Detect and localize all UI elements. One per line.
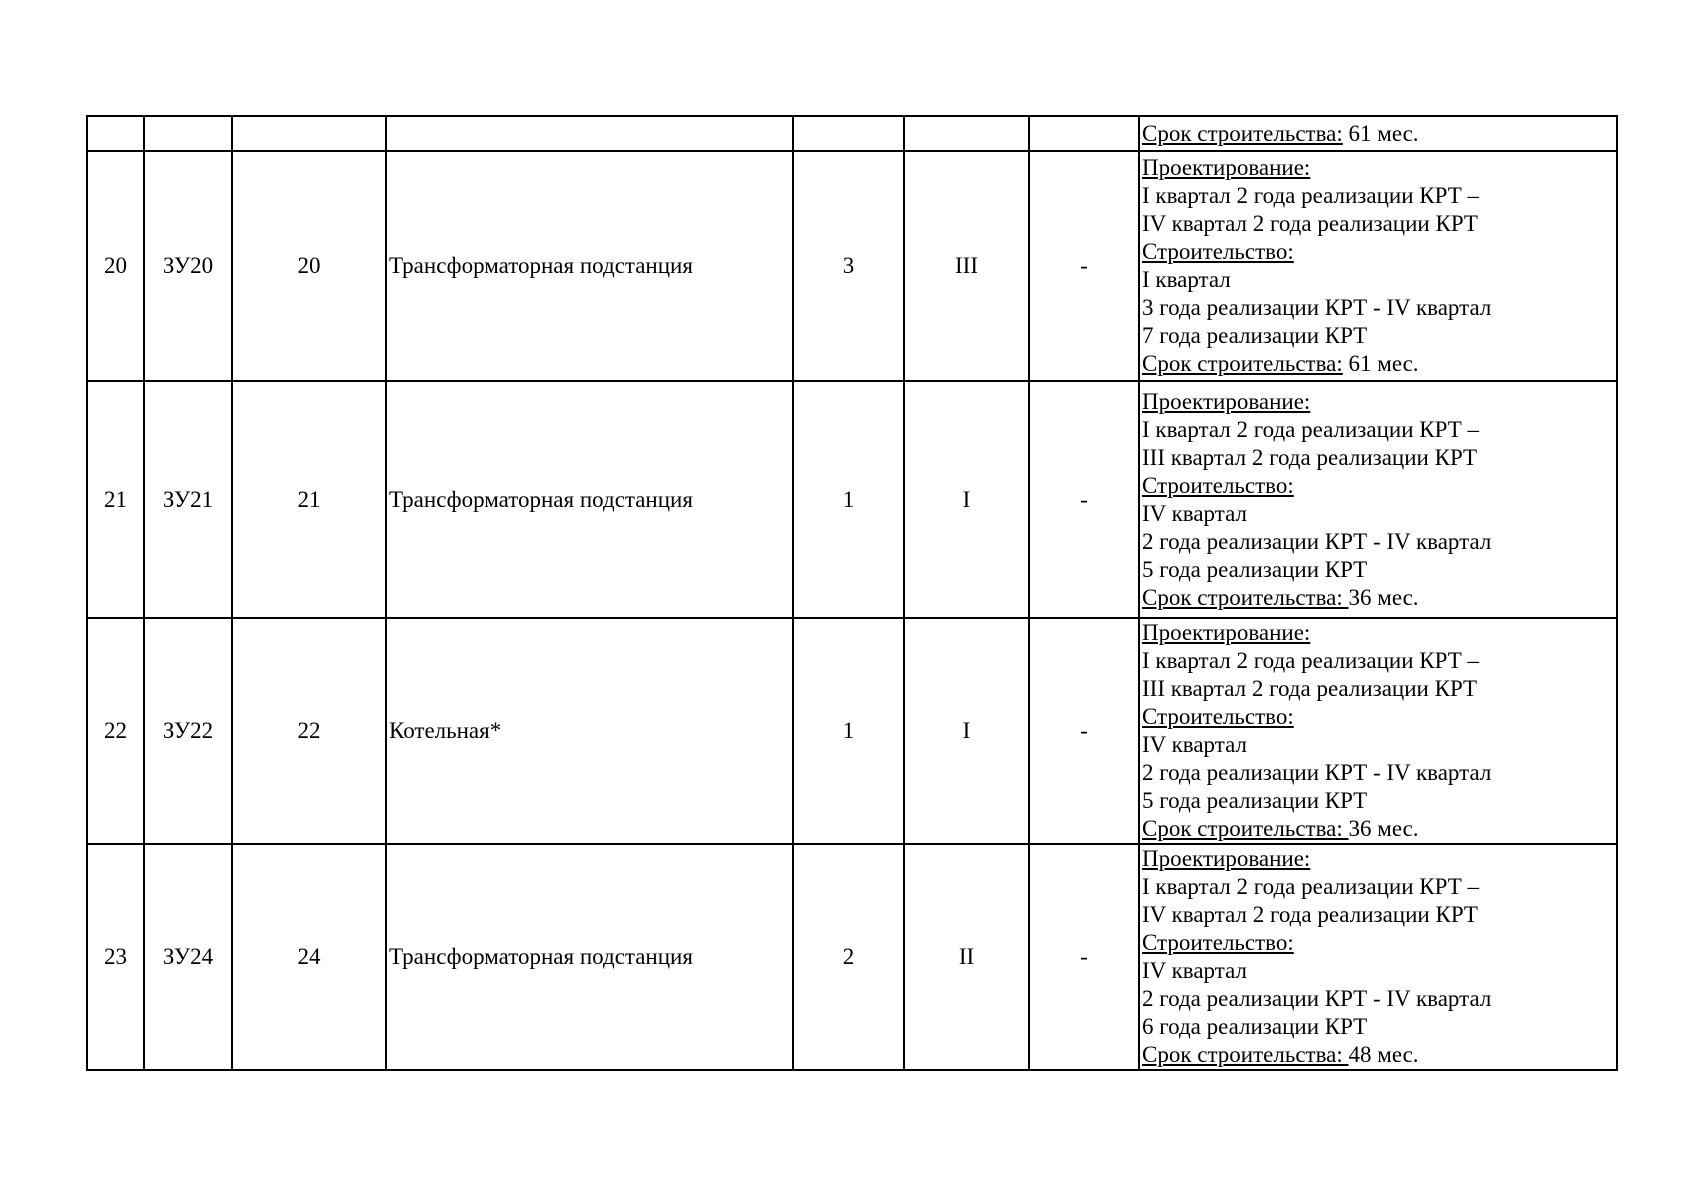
cell-code: 24 — [232, 844, 386, 1070]
build-line: 5 года реализации КРТ — [1142, 788, 1368, 813]
cell-plot: ЗУ22 — [144, 618, 232, 844]
design-line: IV квартал 2 года реализации КРТ — [1142, 211, 1478, 236]
duration-line — [1142, 120, 1614, 148]
duration-line — [1142, 815, 1614, 843]
build-label: Строительство: — [1142, 704, 1294, 729]
schedule-table-body — [87, 116, 1617, 1070]
duration-value: 36 мес. — [1348, 584, 1419, 610]
table-row — [87, 844, 1617, 1070]
cell-qty: 3 — [793, 151, 904, 381]
design-line: III квартал 2 года реализации КРТ — [1142, 676, 1478, 701]
build-line: 2 года реализации КРТ - IV квартал — [1142, 528, 1492, 554]
table-row-continuation — [87, 116, 1617, 151]
design-line: I квартал 2 года реализации КРТ – — [1142, 416, 1479, 442]
build-line: IV квартал — [1142, 958, 1247, 983]
design-line: I квартал 2 года реализации КРТ – — [1142, 183, 1479, 208]
duration-line — [1142, 350, 1614, 378]
cell-terms — [1139, 618, 1617, 844]
cell-code — [232, 116, 386, 151]
cell-num: 23 — [87, 844, 144, 1070]
build-line: IV квартал — [1142, 500, 1247, 526]
cell-stage — [904, 116, 1029, 151]
cell-dash: - — [1029, 151, 1139, 381]
build-line: 2 года реализации КРТ - IV квартал — [1142, 760, 1492, 785]
build-label: Строительство: — [1142, 472, 1294, 498]
build-line: 3 года реализации КРТ - IV квартал — [1142, 295, 1492, 320]
cell-plot: ЗУ20 — [144, 151, 232, 381]
design-label: Проектирование: — [1142, 155, 1311, 180]
duration-label: Срок строительства: — [1142, 1042, 1349, 1067]
cell-num: 22 — [87, 618, 144, 844]
duration-value: 48 мес. — [1348, 1042, 1419, 1067]
cell-name: Котельная* — [386, 618, 793, 844]
cell-name — [386, 116, 793, 151]
duration-line — [1142, 584, 1614, 612]
cell-dash: - — [1029, 618, 1139, 844]
cell-qty: 1 — [793, 618, 904, 844]
schedule-table — [86, 115, 1618, 1071]
build-line: 7 года реализации КРТ — [1142, 323, 1368, 348]
build-line: 5 года реализации КРТ — [1142, 556, 1368, 582]
cell-terms — [1139, 844, 1617, 1070]
build-line: IV квартал — [1142, 732, 1247, 757]
design-line: IV квартал 2 года реализации КРТ — [1142, 902, 1478, 927]
duration-label: Срок строительства: — [1142, 816, 1349, 841]
cell-plot — [144, 116, 232, 151]
cell-qty — [793, 116, 904, 151]
table-row — [87, 381, 1617, 618]
cell-name: Трансформаторная подстанция — [386, 381, 793, 618]
cell-name: Трансформаторная подстанция — [386, 151, 793, 381]
cell-dash: - — [1029, 381, 1139, 618]
cell-dash: - — [1029, 844, 1139, 1070]
build-line: I квартал — [1142, 267, 1231, 292]
build-label: Строительство: — [1142, 239, 1294, 264]
build-line: 6 года реализации КРТ — [1142, 1014, 1368, 1039]
cell-stage: III — [904, 151, 1029, 381]
design-label: Проектирование: — [1142, 388, 1311, 414]
design-line: I квартал 2 года реализации КРТ – — [1142, 874, 1479, 899]
cell-plot: ЗУ24 — [144, 844, 232, 1070]
cell-terms — [1139, 151, 1617, 381]
duration-value: 61 мес. — [1342, 351, 1419, 376]
table-row — [87, 618, 1617, 844]
duration-line — [1142, 1041, 1614, 1069]
cell-code: 20 — [232, 151, 386, 381]
cell-terms — [1139, 116, 1617, 151]
cell-num: 21 — [87, 381, 144, 618]
cell-qty: 1 — [793, 381, 904, 618]
duration-label: Срок строительства: — [1142, 120, 1343, 146]
design-line: III квартал 2 года реализации КРТ — [1142, 444, 1478, 470]
cell-terms — [1139, 381, 1617, 618]
duration-label: Срок строительства: — [1142, 351, 1343, 376]
cell-stage: II — [904, 844, 1029, 1070]
design-label: Проектирование: — [1142, 846, 1311, 871]
build-line: 2 года реализации КРТ - IV квартал — [1142, 986, 1492, 1011]
cell-dash — [1029, 116, 1139, 151]
cell-stage: I — [904, 381, 1029, 618]
build-label: Строительство: — [1142, 930, 1294, 955]
duration-value: 36 мес. — [1348, 816, 1419, 841]
cell-plot: ЗУ21 — [144, 381, 232, 618]
table-row — [87, 151, 1617, 381]
cell-num: 20 — [87, 151, 144, 381]
duration-value: 61 мес. — [1342, 120, 1419, 146]
cell-stage: I — [904, 618, 1029, 844]
cell-name: Трансформаторная подстанция — [386, 844, 793, 1070]
cell-qty: 2 — [793, 844, 904, 1070]
design-label: Проектирование: — [1142, 620, 1311, 645]
cell-code: 21 — [232, 381, 386, 618]
cell-code: 22 — [232, 618, 386, 844]
design-line: I квартал 2 года реализации КРТ – — [1142, 648, 1479, 673]
cell-num — [87, 116, 144, 151]
duration-label: Срок строительства: — [1142, 584, 1349, 610]
